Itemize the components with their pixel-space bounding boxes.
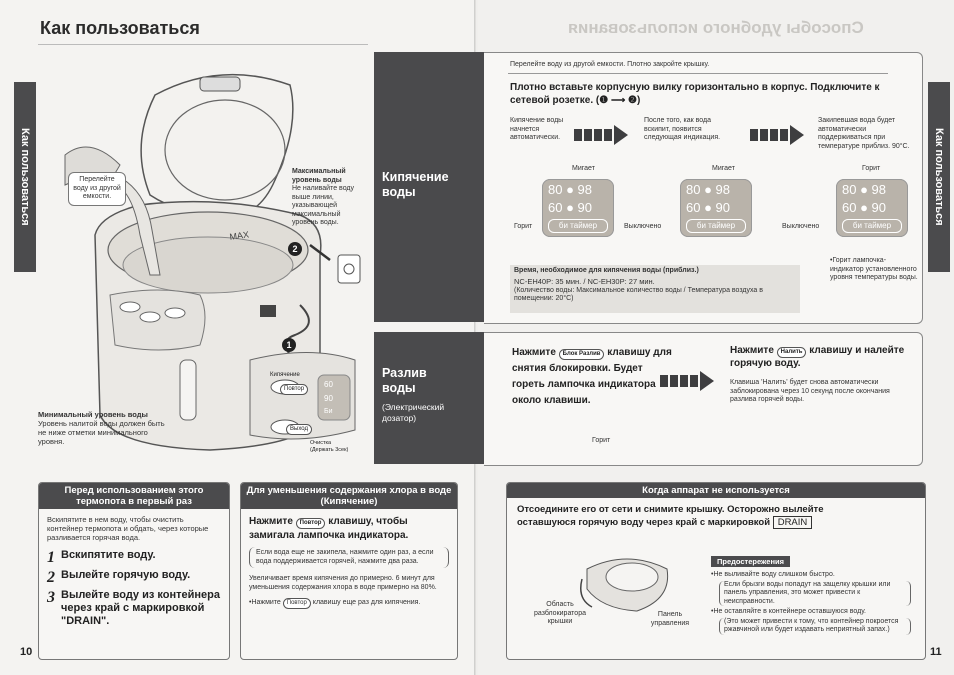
boiling-top-note: Перелейте воду из другой емкости. Плотно закройте крышку. bbox=[510, 61, 710, 68]
caution-1: •Не выливайте воду слишком быстро. bbox=[711, 571, 835, 578]
repeat-button[interactable]: Повтор bbox=[296, 518, 326, 529]
not-used-box bbox=[506, 482, 926, 660]
value-80: 80 bbox=[686, 182, 701, 197]
boil-time-box bbox=[510, 265, 800, 313]
boil-time-conditions: (Количество воды: Максимальное количество воды / Температура воздуха в помещении: 20°С) bbox=[514, 286, 763, 302]
press-text: Нажмите bbox=[249, 516, 293, 527]
step-text: Вылейте горячую воду. bbox=[61, 569, 191, 581]
panel-exit-button[interactable]: Выход bbox=[286, 424, 312, 435]
caution-header: Предостережения bbox=[711, 556, 790, 567]
lamp-state-3: Горит bbox=[862, 165, 881, 172]
chlorine-time-note: Увеличивает время кипячения до примерно. 6 минут для уменьшения содержания хлора в воде примерно на 80%. bbox=[249, 575, 437, 591]
panel-clean-label: Очистка (Держать 3сек) bbox=[310, 440, 349, 453]
control-panel-label: Панель управления bbox=[650, 611, 690, 627]
step1-rest: клавишу для снятия блокировки. Будет гореть лампочка индикатора около клавиши. bbox=[512, 347, 672, 406]
dispense-step-1 bbox=[512, 345, 672, 409]
first-use-step bbox=[47, 589, 221, 628]
page-title: Как пользоваться bbox=[40, 18, 200, 38]
again-text: •Нажмите bbox=[249, 599, 281, 606]
arrow-2 bbox=[750, 125, 804, 145]
panel-row-top: 80 ● 98 bbox=[686, 182, 731, 197]
dispense-note: Клавиша 'Налить' будет снова автоматически заблокирована через 10 секунд после окончания разлива горячей воды. bbox=[730, 379, 890, 403]
boiling-label: Кипячение воды bbox=[382, 170, 449, 199]
dispense-lamp: Горит bbox=[592, 437, 611, 444]
step-text: Вылейте воду из контейнера через край с маркировкой "DRAIN". bbox=[61, 589, 220, 627]
boil-time-models: NC-EH40P: 35 мин. / NC-EH30P: 27 мин. bbox=[514, 276, 655, 286]
not-used-header: Когда аппарат не используется bbox=[507, 483, 925, 498]
step-number: 3 bbox=[47, 589, 55, 606]
caution-1-note: Если брызги воды попадут на защелку крышки или панель управления, это может привести к неисправности. bbox=[719, 581, 911, 607]
panel-value-a: 60 bbox=[324, 380, 333, 389]
title-rule bbox=[38, 44, 368, 45]
dispense-label: Разлив воды bbox=[382, 366, 427, 395]
panel-value-b: 90 bbox=[324, 394, 333, 403]
value-80: 80 bbox=[842, 182, 857, 197]
step-2-badge: 2 bbox=[288, 242, 302, 256]
max-level-callout bbox=[292, 168, 362, 228]
min-level-callout bbox=[38, 410, 168, 446]
value-60: 60 bbox=[842, 200, 857, 215]
max-mark: MAX bbox=[228, 229, 250, 242]
cautions bbox=[711, 551, 911, 635]
boiling-panel bbox=[484, 52, 923, 324]
lamp-left-2: Выключено bbox=[624, 223, 662, 230]
step-text: Вскипятите воду. bbox=[61, 549, 156, 561]
value-98: 98 bbox=[871, 182, 887, 197]
value-90: 90 bbox=[715, 200, 731, 215]
chlorine-again bbox=[241, 596, 457, 611]
value-60: 60 bbox=[548, 200, 563, 215]
panel-repeat-button[interactable]: Повтор bbox=[280, 384, 308, 395]
first-use-box bbox=[38, 482, 230, 660]
value-98: 98 bbox=[577, 182, 593, 197]
press-text-rest: клавишу, чтобы замигала лампочка индикатора. bbox=[249, 516, 409, 541]
value-98: 98 bbox=[715, 182, 731, 197]
step2-press: Нажмите bbox=[730, 345, 774, 356]
lamp-state-1: Мигает bbox=[572, 165, 595, 172]
lamp-left-3: Выключено bbox=[782, 223, 820, 230]
panel-row-mid: 60 ● 90 bbox=[548, 200, 593, 215]
indicator-panel-1 bbox=[542, 179, 614, 237]
pour-callout: Перелейте воду из другой емкости. bbox=[68, 172, 126, 206]
step1-press: Нажмите bbox=[512, 347, 556, 358]
boiling-label-block bbox=[374, 52, 484, 322]
pour-button[interactable]: Налить bbox=[777, 347, 807, 358]
value-90: 90 bbox=[577, 200, 593, 215]
page-number-left: 10 bbox=[20, 646, 33, 658]
step-number: 1 bbox=[47, 549, 55, 566]
value-60: 60 bbox=[686, 200, 701, 215]
plug-note: Плотно вставьте корпусную вилку горизонтально в корпус. Подключите к сетевой розетке. (❶ ⟶ ❷) bbox=[510, 82, 880, 106]
panel-row-mid: 60 ● 90 bbox=[686, 200, 731, 215]
step-number: 2 bbox=[47, 569, 55, 586]
chlorine-instruction bbox=[241, 509, 457, 544]
indicator-panel-3 bbox=[836, 179, 908, 237]
lid-release-label: Область разблокиратора крышки bbox=[533, 601, 586, 625]
lamp-left-1: Горит bbox=[514, 223, 533, 230]
chlorine-header: Для уменьшения содержания хлора в воде (Кипячение) bbox=[241, 483, 457, 509]
first-use-header: Перед использованием этого термопота в первый раз bbox=[39, 483, 229, 509]
repeat-button-2[interactable]: Повтор bbox=[283, 598, 311, 609]
first-use-steps bbox=[39, 544, 229, 630]
max-level-label: Максимальный уровень воды bbox=[292, 168, 346, 184]
panel-row-top: 80 ● 98 bbox=[842, 182, 887, 197]
panel-row-mid: 60 ● 90 bbox=[842, 200, 887, 215]
dispense-step-2 bbox=[730, 345, 920, 370]
indicator-panel-2 bbox=[680, 179, 752, 237]
rule bbox=[508, 73, 888, 74]
value-90: 90 bbox=[871, 200, 887, 215]
unlock-button[interactable]: Блок Разлив bbox=[559, 349, 605, 360]
step-1-badge: 1 bbox=[282, 338, 296, 352]
again-text-rest: клавишу еще раз для кипячения. bbox=[312, 599, 421, 606]
timer-button[interactable]: би таймер bbox=[842, 219, 902, 233]
side-tab-right: Как пользоваться bbox=[928, 82, 950, 272]
arrow-1 bbox=[574, 125, 628, 145]
step2-rest: клавишу и налейте горячую воду. bbox=[730, 345, 905, 369]
caution-2: •Не оставляйте в контейнере оставшуюся воду. bbox=[711, 608, 866, 615]
timer-button[interactable]: би таймер bbox=[548, 219, 608, 233]
dispense-panel bbox=[484, 332, 923, 466]
right-page bbox=[382, 0, 954, 675]
not-used-instructions: Отсоедините его от сети и снимите крышку. Осторожно вылейте оставшуюся горячую воду через край с маркировкой bbox=[517, 504, 824, 528]
panel-row-top: 80 ● 98 bbox=[548, 182, 593, 197]
panel-boil-label: Кипячение bbox=[270, 372, 300, 378]
chlorine-note: Если вода еще не закипела, нажмите один раз, а если вода поддерживается горячей, нажмите два раза. bbox=[249, 547, 449, 568]
timer-button[interactable]: би таймер bbox=[686, 219, 746, 233]
side-tab-left: Как пользоваться bbox=[14, 82, 36, 272]
chlorine-box bbox=[240, 482, 458, 660]
dispense-sub: (Электрический дозатор) bbox=[382, 402, 445, 423]
first-use-step bbox=[47, 549, 221, 567]
page-number-right: 11 bbox=[930, 646, 942, 658]
stage-1-text: Кипячение воды начнется автоматически. bbox=[510, 117, 564, 141]
min-level-text: Уровень налитой воды должен быть не ниже отметки минимального уровня. bbox=[38, 419, 165, 446]
min-level-label: Минимальный уровень воды bbox=[38, 410, 148, 419]
lamp-state-2: Мигает bbox=[712, 165, 735, 172]
panel-timer-label: Би bbox=[324, 408, 333, 415]
max-level-text: Не наливайте воду выше линии, указывающей максимальный уровень воды. bbox=[292, 185, 355, 226]
dispense-arrow bbox=[660, 371, 714, 391]
first-use-step bbox=[47, 569, 221, 587]
stage-2-text: После того, как вода вскипит, появится следующая индикация. bbox=[644, 117, 721, 141]
dispense-label-block bbox=[374, 332, 484, 464]
not-used-text bbox=[507, 498, 857, 531]
mirrored-title: Способы удобного использования bbox=[568, 18, 864, 37]
value-80: 80 bbox=[548, 182, 563, 197]
boil-time-header: Время, необходимое для кипячения воды (приблиз.) bbox=[514, 267, 699, 274]
caution-2-note: (Это может привести к тому, что контейнер покроется ржавчиной или будет издавать неприятный запах.) bbox=[719, 618, 911, 635]
stage-3-text: Закипевшая вода будет автоматически поддерживаться при температуре приблиз. 90°С. bbox=[818, 117, 910, 150]
drain-mark: DRAIN bbox=[773, 516, 813, 529]
lamp-note: •Горит лампочка-индикатор установленного уровня температуры воды. bbox=[830, 257, 918, 281]
first-use-intro: Вскипятите в нем воду, чтобы очистить контейнер термопота и обдать, через которые разливается горячая вода. bbox=[47, 515, 209, 542]
